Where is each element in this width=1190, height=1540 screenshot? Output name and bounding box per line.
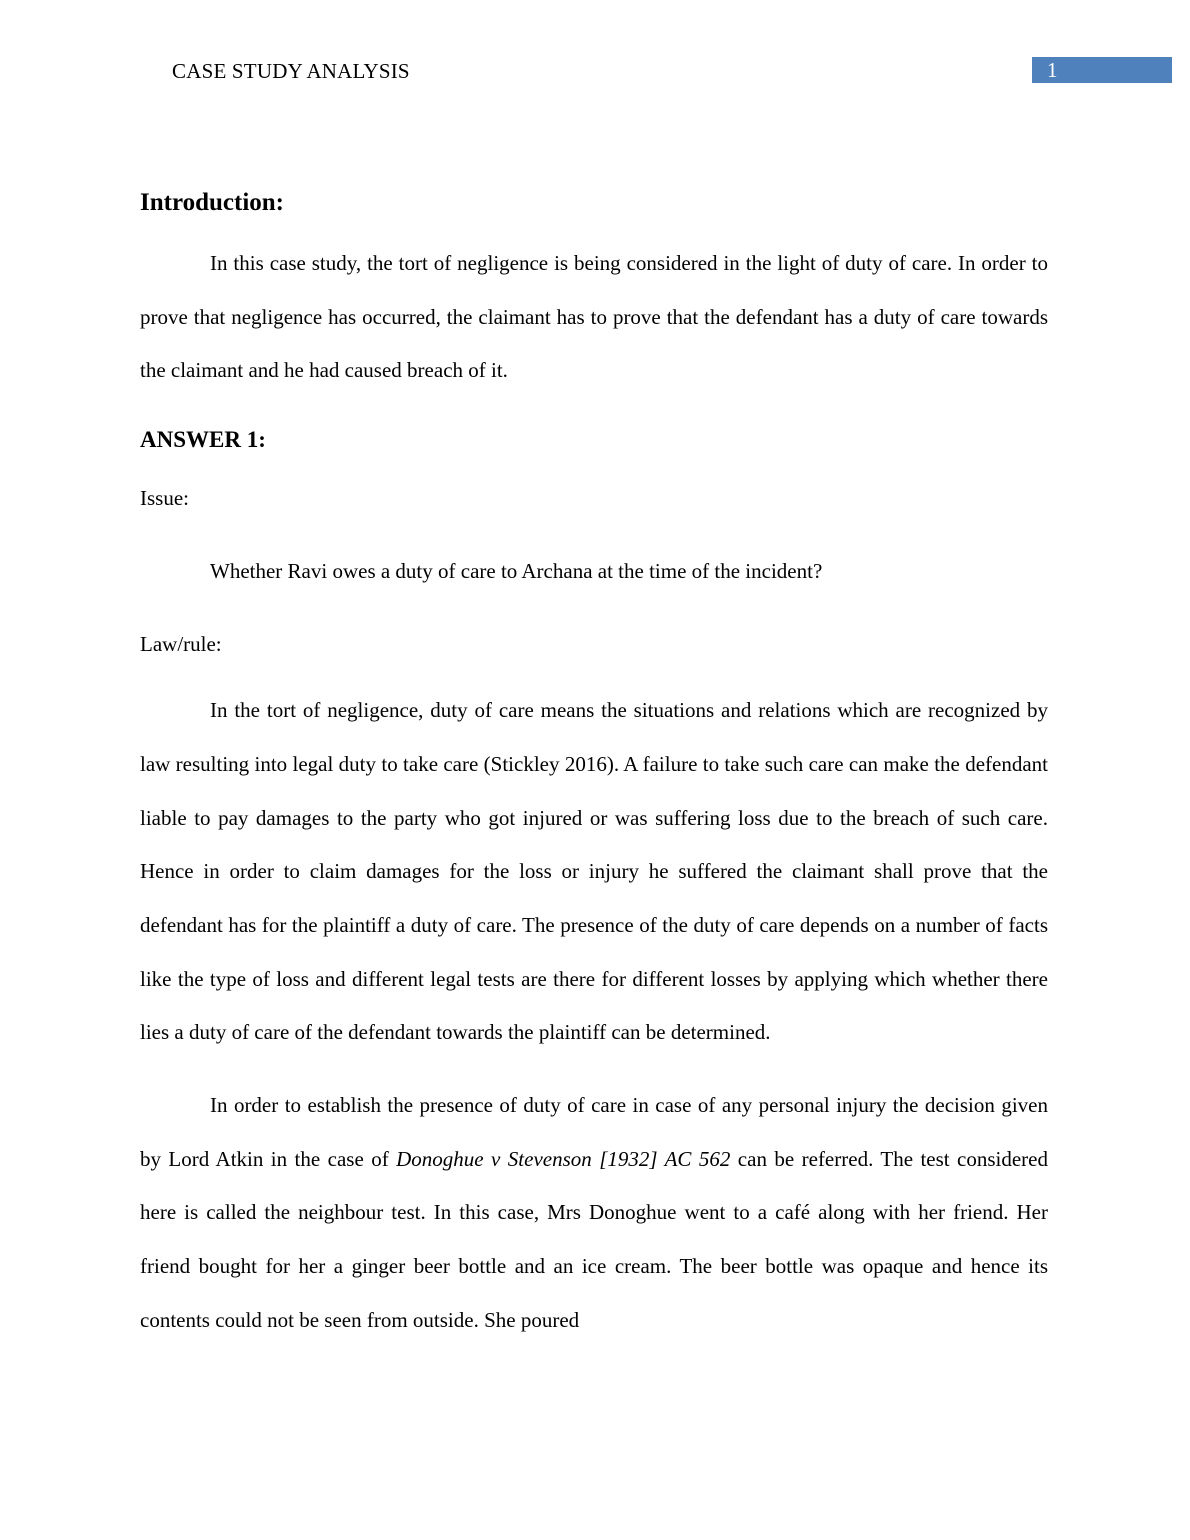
case-citation: Donoghue v Stevenson [1932] AC 562 xyxy=(396,1146,731,1171)
law-rule-label: Law/rule: xyxy=(140,632,222,657)
answer-1-heading: ANSWER 1: xyxy=(140,427,266,453)
issue-label: Issue: xyxy=(140,486,189,511)
law-paragraph-2-intro: In order to establish the presence of duty of care in case of any personal injury the decision given by Lord Atkin in the case of xyxy=(140,1093,1048,1171)
page-number: 1 xyxy=(1047,58,1058,82)
law-paragraph-2-rest: can be referred. The test considered here is called the neighbour test. In this case, Mrs Donoghue went to a café along with her friend. Her friend bought for her a ginger beer bottle and an ice cream. The beer bottle was opaque and hence its contents could not be seen from outside. She poured xyxy=(140,1146,1048,1332)
law-rule-paragraph-1: In the tort of negligence, duty of care means the situations and relations which are recognized by law resulting into legal duty to take care (Stickley 2016). A failure to take such care can make the defendant liable to pay damages to the party who got injured or was suffering loss due to the breach of such care. Hence in order to claim damages for the loss or injury he suffered the claimant shall prove that the defendant has for the plaintiff a duty of care. The presence of the duty of care depends on a number of facts like the type of loss and different legal tests are there for different losses by applying which whether there lies a duty of care of the defendant towards the plaintiff can be determined. xyxy=(140,698,1048,1045)
introduction-paragraph: In this case study, the tort of negligence is being considered in the light of duty of care. In order to prove that negligence has occurred, the claimant has to prove that the defendant has a duty of care towards the claimant and he had caused breach of it. xyxy=(140,251,1048,383)
document-body xyxy=(140,183,1048,1348)
running-header-title: CASE STUDY ANALYSIS xyxy=(172,59,410,83)
law-rule-paragraph-2 xyxy=(140,1079,1048,1348)
page-number-badge xyxy=(1032,57,1172,83)
introduction-heading: Introduction: xyxy=(140,189,285,216)
issue-text: Whether Ravi owes a duty of care to Archana at the time of the incident? xyxy=(210,559,823,584)
